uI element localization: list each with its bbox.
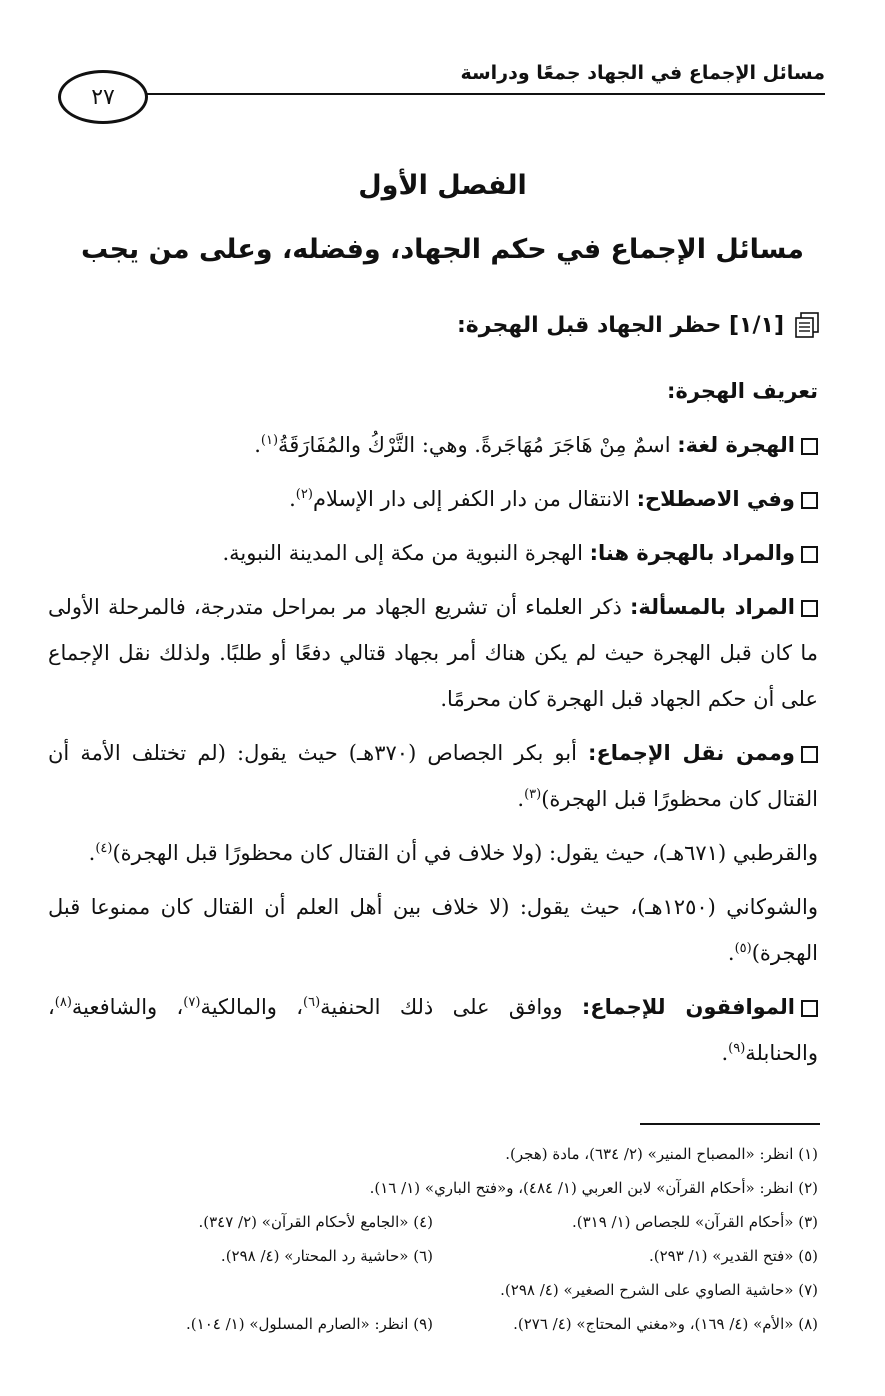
footnote-ref: (٦) (303, 995, 321, 1010)
section-heading (457, 312, 820, 338)
footnote-8: (٨) «الأم» (٤/ ١٦٩)، و«مغني المحتاج» (٤/ ٢٧٦). (513, 1315, 818, 1333)
square-bullet-icon (801, 600, 818, 617)
term-label: وفي الاصطلاح: (636, 487, 795, 511)
section-heading-text: [١/١] حظر الجهاد قبل الهجرة: (456, 312, 784, 338)
square-bullet-icon (801, 1000, 818, 1017)
definition-heading: تعريف الهجرة: (667, 379, 818, 403)
paragraph-text: اسمٌ مِنْ هَاجَرَ مُهَاجَرةً. وهي: التَّرْكُ والمُفَارَقَةُ (278, 433, 671, 457)
paragraph-meaning (48, 530, 818, 576)
footnote-2: (٢) انظر: «أحكام القرآن» لابن العربي (١/ ٤٨٤)، و«فتح الباري» (١/ ١٦). (369, 1179, 818, 1197)
footnote-ref: (٥) (734, 941, 752, 956)
footnote-5: (٥) «فتح القدير» (١/ ٢٩٣). (648, 1247, 818, 1265)
footnote-6: (٦) «حاشية رد المحتار» (٤/ ٢٩٨). (220, 1247, 433, 1265)
footnote-ref: (٤) (95, 841, 113, 856)
footnote-ref: (٢) (295, 487, 313, 502)
square-bullet-icon (801, 492, 818, 509)
footnote-ref: (٧) (183, 995, 201, 1010)
page-number: ٢٧ (58, 70, 148, 124)
paragraph-text: والقرطبي (٦٧١هـ)، حيث يقول: (ولا خلاف في أن القتال كان محظورًا قبل الهجرة) (112, 841, 818, 865)
footnote-rule (640, 1123, 820, 1125)
footnote-1: (١) انظر: «المصباح المنير» (٢/ ٦٣٤)، مادة (هجر). (505, 1145, 818, 1163)
paragraph-agreeing: الموافقون للإجماع: ووافق على ذلك الحنفية$^{(٦)}$، والمالكية$^{(٧)}$، والشافعية$^{(٨)}$، والحنابلة$^{(٩)}$. (48, 995, 818, 1065)
footnotes (48, 1137, 818, 1341)
paragraph-shawkani: والشوكاني (١٢٥٠هـ)، حيث يقول: (لا خلاف بين أهل العلم أن القتال كان ممنوعا قبل الهجرة)$^{(٥)}$. (48, 895, 818, 965)
paragraph-text: والشوكاني (١٢٥٠هـ)، حيث يقول: (لا خلاف بين أهل العلم أن القتال كان ممنوعا قبل الهجرة) (48, 895, 818, 965)
chapter-title: الفصل الأول (358, 170, 527, 201)
paragraph-qurtubi: والقرطبي (٦٧١هـ)، حيث يقول: (ولا خلاف في أن القتال كان محظورًا قبل الهجرة)$^{(٤)}$. (88, 841, 818, 865)
footnote-7: (٧) «حاشية الصاوي على الشرح الصغير» (٤/ ٢٩٨). (500, 1281, 818, 1299)
footnote-3: (٣) «أحكام القرآن» للجصاص (١/ ٣١٩). (571, 1213, 818, 1231)
chapter-subtitle: مسائل الإجماع في حكم الجهاد، وفضله، وعلى من يجب (80, 234, 804, 265)
paragraph-technical: وفي الاصطلاح: الانتقال من دار الكفر إلى دار الإسلام$^{(٢)}$. (48, 476, 818, 522)
square-bullet-icon (801, 438, 818, 455)
footnote-ref: (١) (260, 433, 279, 448)
header-rule (145, 93, 825, 95)
document-stack-icon (794, 312, 820, 338)
square-bullet-icon (801, 546, 818, 563)
paragraph-text: ذكر العلماء أن تشريع الجهاد مر بمراحل متدرجة، فالمرحلة الأولى ما كان قبل الهجرة حيث لم يكن هناك أمر بجهاد قتالي دفعًا أو طلبًا. ولذلك نقل الإجماع على أن حكم الجهاد قبل الهجرة كان محرمًا. (48, 595, 818, 711)
paragraph-issue (48, 584, 818, 722)
paragraph-consensus-jassas: وممن نقل الإجماع: أبو بكر الجصاص (٣٧٠هـ) حيث يقول: (لم تختلف الأمة أن القتال كان محظورًا قبل الهجرة)$^{(٣)}$. (48, 741, 818, 811)
body-text (48, 368, 818, 1084)
footnote-ref: (٩) (728, 1041, 746, 1056)
term-label: والمراد بالهجرة هنا: (589, 541, 795, 565)
paragraph-text: الهجرة النبوية من مكة إلى المدينة النبوية. (222, 541, 583, 565)
running-title: مسائل الإجماع في الجهاد جمعًا ودراسة (460, 62, 825, 84)
paragraph-linguistic: الهجرة لغة: اسمٌ مِنْ هَاجَرَ مُهَاجَرةً. وهي: التَّرْكُ والمُفَارَقَةُ$^{(١)}$. (48, 422, 818, 468)
paragraph-text: الانتقال من دار الكفر إلى دار الإسلام (312, 487, 630, 511)
page-header (55, 50, 825, 128)
term-label: وممن نقل الإجماع: (588, 741, 795, 765)
footnote-ref: (٨) (54, 995, 72, 1010)
term-label: الهجرة لغة: (677, 433, 795, 457)
paragraph-text: أبو بكر الجصاص (٣٧٠هـ) حيث يقول: (لم تختلف الأمة أن القتال كان محظورًا قبل الهجرة) (48, 741, 818, 811)
footnote-4: (٤) «الجامع لأحكام القرآن» (٢/ ٣٤٧). (198, 1213, 433, 1231)
term-label: الموافقون للإجماع: (581, 995, 795, 1019)
term-label: المراد بالمسألة: (630, 595, 795, 619)
footnote-9: (٩) انظر: «الصارم المسلول» (١/ ١٠٤). (186, 1315, 433, 1333)
footnote-ref: (٣) (524, 787, 542, 802)
square-bullet-icon (801, 746, 818, 763)
